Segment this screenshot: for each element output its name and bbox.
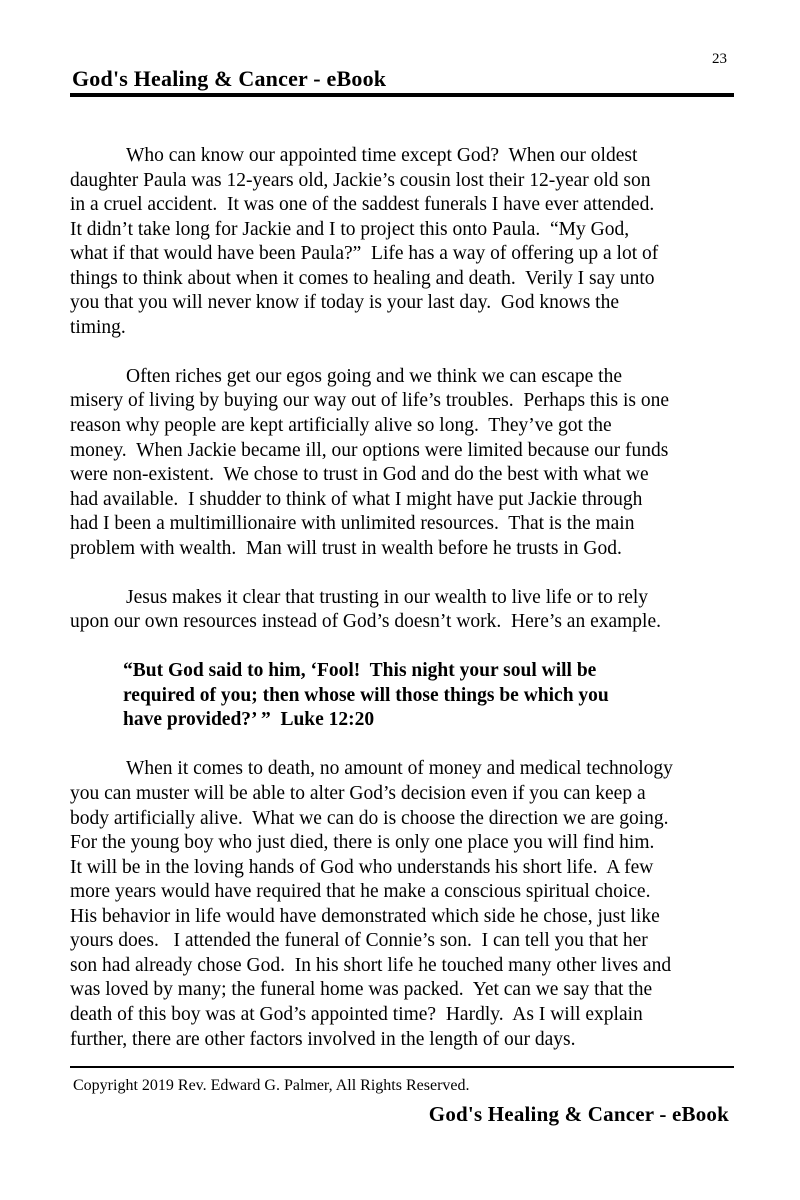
text-line: reason why people are kept artificially alive so long. They’ve got the [70, 414, 612, 436]
text-line: His behavior in life would have demonstrated which side he chose, just like [70, 905, 660, 927]
body-paragraph [70, 586, 746, 635]
text-line: had available. I shudder to think of what I might have put Jackie through [70, 488, 643, 510]
scripture-quote [123, 659, 683, 733]
header-title: God's Healing & Cancer - eBook [72, 66, 387, 91]
header-rule [70, 93, 734, 97]
text-line: It didn’t take long for Jackie and I to project this onto Paula. “My God, [70, 218, 630, 240]
text-line: had I been a multimillionaire with unlimited resources. That is the main [70, 513, 635, 535]
text-line: required of you; then whose will those things be which you [123, 684, 609, 706]
text-line: misery of living by buying our way out of life’s troubles. Perhaps this is one [70, 390, 670, 412]
body-paragraph [70, 757, 746, 1052]
text-line: was loved by many; the funeral home was packed. Yet can we say that the [70, 979, 653, 1001]
footer-title: God's Healing & Cancer - eBook [428, 1102, 729, 1126]
text-line: more years would have required that he make a conscious spiritual choice. [70, 881, 651, 903]
text-line: son had already chose God. In his short life he touched many other lives and [70, 954, 672, 976]
body-paragraph [70, 144, 746, 340]
text-line: you that you will never know if today is your last day. God knows the [70, 292, 619, 314]
text-line: problem with wealth. Man will trust in wealth before he trusts in God. [70, 537, 622, 559]
footer-copyright: Copyright 2019 Rev. Edward G. Palmer, All Rights Reserved. [73, 1077, 470, 1094]
text-line: When it comes to death, no amount of money and medical technology [126, 758, 673, 780]
text-line: Who can know our appointed time except God? When our oldest [126, 145, 638, 166]
text-line: further, there are other factors involved in the length of our days. [70, 1028, 576, 1050]
text-line: timing. [70, 316, 126, 338]
text-line: For the young boy who just died, there is only one place you will find him. [70, 832, 655, 854]
text-line: you can muster will be able to alter God’s decision even if you can keep a [70, 783, 646, 805]
text-line: things to think about when it comes to healing and death. Verily I say unto [70, 267, 655, 289]
text-line: what if that would have been Paula?” Life has a way of offering up a lot of [70, 243, 659, 265]
text-line: money. When Jackie became ill, our options were limited because our funds [70, 439, 669, 461]
text-line: were non-existent. We chose to trust in God and do the best with what we [70, 464, 649, 486]
body-paragraph [70, 365, 746, 561]
document-body [70, 144, 746, 1052]
text-line: upon our own resources instead of God’s doesn’t work. Here’s an example. [70, 611, 661, 633]
text-line: have provided?’ ” Luke 12:20 [123, 709, 375, 731]
text-line: body artificially alive. What we can do is choose the direction we are going. [70, 807, 669, 829]
text-line: death of this boy was at God’s appointed time? Hardly. As I will explain [70, 1003, 643, 1025]
text-line: Often riches get our egos going and we think we can escape the [126, 365, 622, 387]
text-line: Jesus makes it clear that trusting in our wealth to live life or to rely [126, 586, 649, 608]
footer-rule [70, 1066, 734, 1068]
page-number: 23 [712, 51, 727, 67]
text-line: in a cruel accident. It was one of the saddest funerals I have ever attended. [70, 194, 655, 216]
text-line: yours does. I attended the funeral of Connie’s son. I can tell you that her [70, 930, 648, 952]
text-line: It will be in the loving hands of God who understands his short life. A few [70, 856, 654, 878]
text-line: daughter Paula was 12-years old, Jackie’s cousin lost their 12-year old son [70, 169, 651, 191]
text-line: “But God said to him, ‘Fool! This night your soul will be [123, 660, 597, 682]
